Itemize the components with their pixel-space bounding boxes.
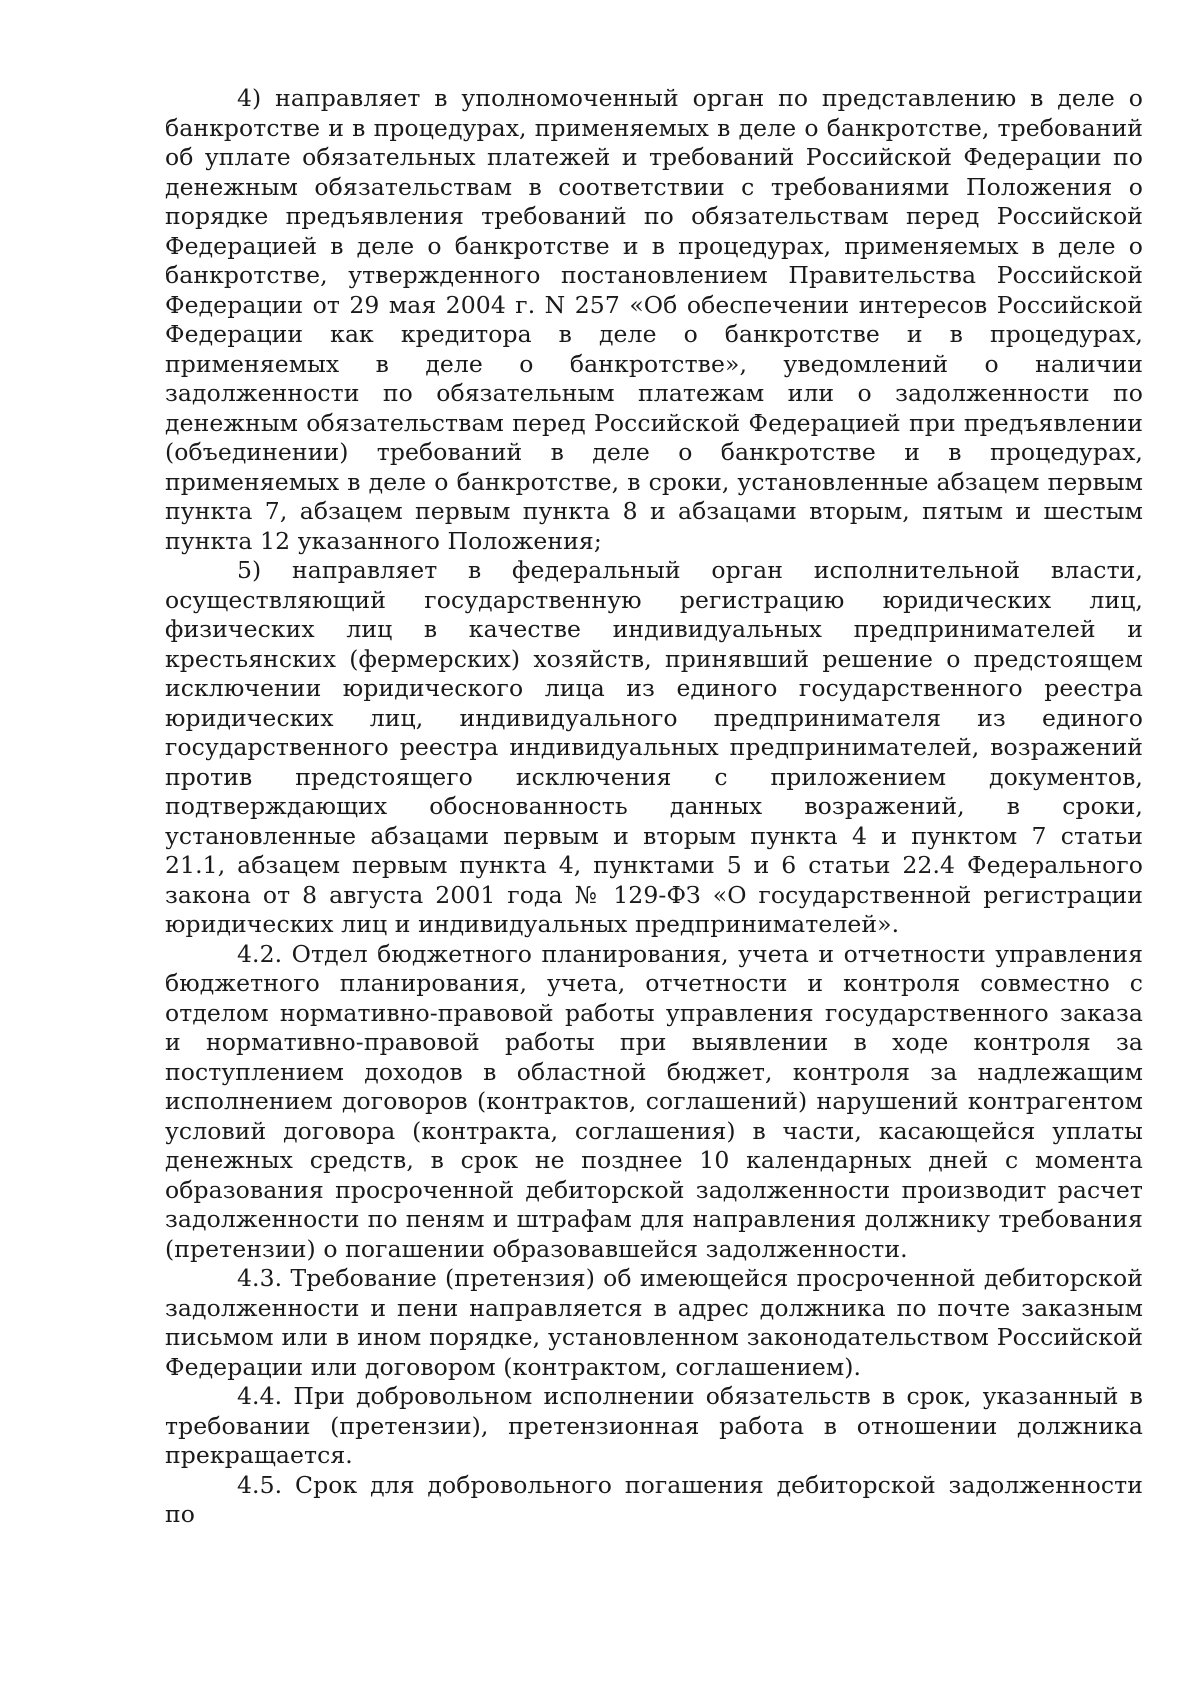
paragraph-4-5: 4.5. Срок для добровольного погашения дебиторской задолженности по	[165, 1470, 1143, 1528]
paragraph-4-2: 4.2. Отдел бюджетного планирования, учета и отчетности управления бюджетного планирования, учета, отчетности и контроля совместно с отделом нормативно-правовой работы управления государственного заказа и нормативно-правовой работы при выявлении в ходе контроля за поступлением доходов в областной бюджет, контроля за надлежащим исполнением договоров (контрактов, соглашений) нарушений контрагентом условий договора (контракта, соглашения) в части, касающейся уплаты денежных средств, в срок не позднее 10 календарных дней с момента образования просроченной дебиторской задолженности производит расчет задолженности по пеням и штрафам для направления должнику требования (претензии) о погашении образовавшейся задолженности.	[165, 939, 1143, 1263]
paragraph-item-4: 4) направляет в уполномоченный орган по представлению в деле о банкротстве и в процедурах, применяемых в деле о банкротстве, требований об уплате обязательных платежей и требований Российской Федерации по денежным обязательствам в соответствии с требованиями Положения о порядке предъявления требований по обязательствам перед Российской Федерацией в деле о банкротстве и в процедурах, применяемых в деле о банкротстве, утвержденного постановлением Правительства Российской Федерации от 29 мая 2004 г. N 257 «Об обеспечении интересов Российской Федерации как кредитора в деле о банкротстве и в процедурах, применяемых в деле о банкротстве», уведомлений о наличии задолженности по обязательным платежам или о задолженности по денежным обязательствам перед Российской Федерацией при предъявлении (объединении) требований в деле о банкротстве и в процедурах, применяемых в деле о банкротстве, в сроки, установленные абзацем первым пункта 7, абзацем первым пункта 8 и абзацами вторым, пятым и шестым пункта 12 указанного Положения;	[165, 84, 1143, 555]
paragraph-4-4: 4.4. При добровольном исполнении обязательств в срок, указанный в требовании (претензии), претензионная работа в отношении должника прекращается.	[165, 1382, 1143, 1469]
document-page	[165, 84, 1143, 1530]
paragraph-item-5: 5) направляет в федеральный орган исполнительной власти, осуществляющий государственную регистрацию юридических лиц, физических лиц в качестве индивидуальных предпринимателей и крестьянских (фермерских) хозяйств, принявший решение о предстоящем исключении юридического лица из единого государственного реестра юридических лиц, индивидуального предпринимателя из единого государственного реестра индивидуальных предпринимателей, возражений против предстоящего исключения с приложением документов, подтверждающих обоснованность данных возражений, в сроки, установленные абзацами первым и вторым пункта 4 и пунктом 7 статьи 21.1, абзацем первым пункта 4, пунктами 5 и 6 статьи 22.4 Федерального закона от 8 августа 2001 года № 129-ФЗ «О государственной регистрации юридических лиц и индивидуальных предпринимателей».	[165, 556, 1143, 938]
paragraph-4-3: 4.3. Требование (претензия) об имеющейся просроченной дебиторской задолженности и пени направляется в адрес должника по почте заказным письмом или в ином порядке, установленном законодательством Российской Федерации или договором (контрактом, соглашением).	[165, 1264, 1143, 1381]
